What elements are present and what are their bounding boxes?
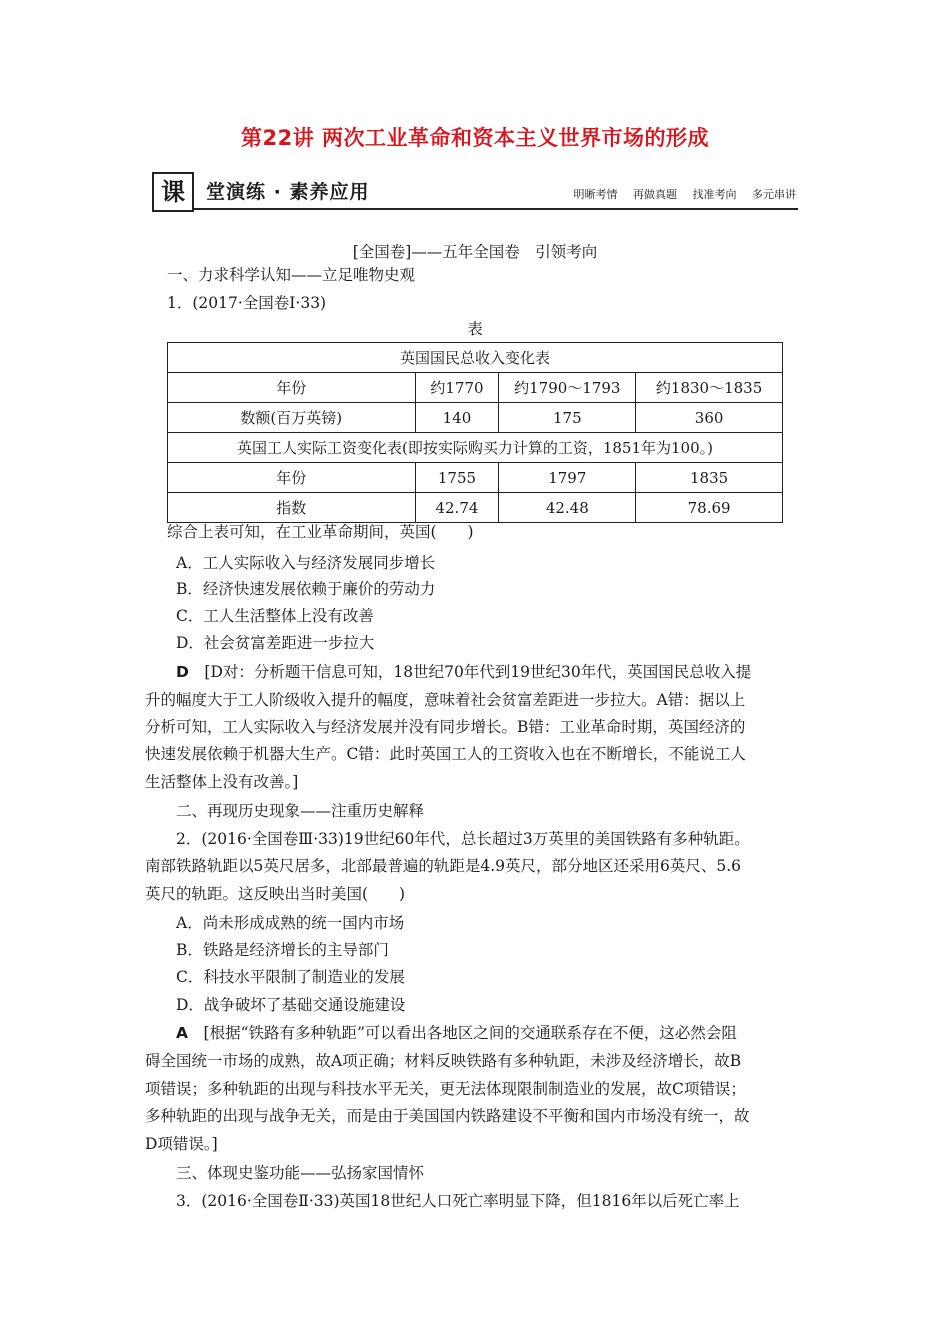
- table-cell: 1797: [499, 463, 636, 493]
- answer-letter: D: [176, 663, 189, 681]
- table-cell: 42.74: [415, 493, 499, 523]
- explanation: 碍全国统一市场的成熟，故A项正确；材料反映铁路有多种轨距，未涉及经济增长，故B: [145, 1052, 742, 1070]
- question-2-stem: 2．(2016·全国卷Ⅲ·33)19世纪60年代，总长超过3万英里的美国铁路有多种轨距。: [176, 830, 750, 848]
- table-row: [168, 493, 783, 523]
- option: A．尚未形成成熟的统一国内市场: [176, 914, 405, 932]
- section-2-title: 二、再现历史现象——注重历史解释: [176, 802, 425, 820]
- explanation: 生活整体上没有改善。]: [145, 773, 299, 791]
- banner-tag: 再做真题: [633, 188, 677, 201]
- banner-tag: 多元串讲: [752, 188, 796, 201]
- banner-rule: [192, 208, 798, 210]
- option: C．科技水平限制了制造业的发展: [176, 968, 405, 986]
- explanation: 升的幅度大于工人阶级收入提升的幅度，意味着社会贫富差距进一步拉大。A错：据以上: [145, 691, 746, 709]
- table-cell: 1835: [636, 463, 783, 493]
- table-cell: 175: [499, 403, 636, 433]
- table-row: [168, 433, 783, 463]
- answer-line: [176, 1023, 737, 1043]
- question-3-stem: 3．(2016·全国卷Ⅱ·33)英国18世纪人口死亡率明显下降，但1816年以后死亡率上: [176, 1192, 740, 1210]
- table-row: [168, 463, 783, 493]
- table-caption: 表: [467, 320, 483, 338]
- question-2-stem: 英尺的轨距。这反映出当时美国( ): [145, 885, 406, 903]
- banner-tags: [562, 186, 797, 202]
- table-cell: 约1830～1835: [636, 373, 783, 403]
- table-row: [168, 373, 783, 403]
- question-1-stem: 1．(2017·全国卷Ⅰ·33): [167, 294, 327, 312]
- section-banner: [152, 172, 802, 212]
- table-cell: 360: [636, 403, 783, 433]
- banner-title: 堂演练 · 素养应用: [206, 181, 370, 203]
- explanation: [D对：分析题干信息可知，18世纪70年代到19世纪30年代，英国国民总收入提: [204, 663, 752, 681]
- banner-tag: 明晰考情: [573, 188, 618, 201]
- option: B．铁路是经济增长的主导部门: [176, 941, 389, 959]
- page-title: 第22讲 两次工业革命和资本主义世界市场的形成: [240, 126, 710, 150]
- option: C．工人生活整体上没有改善: [176, 607, 374, 625]
- explanation: 项错误；多种轨距的出现与科技水平无关，更无法体现限制制造业的发展，故C项错误；: [145, 1080, 746, 1098]
- table-row: [168, 343, 783, 373]
- section-heading: [全国卷]——五年全国卷 引领考向: [352, 243, 598, 261]
- banner-tag: 找准考向: [692, 188, 737, 201]
- table-cell: 数额(百万英镑): [168, 403, 416, 433]
- table-cell: 1755: [415, 463, 499, 493]
- table-cell: 140: [415, 403, 499, 433]
- option: B．经济快速发展依赖于廉价的劳动力: [176, 580, 436, 598]
- answer-letter: A: [176, 1024, 188, 1042]
- table-row: [168, 403, 783, 433]
- banner-box: 课: [152, 172, 194, 212]
- answer-line: [176, 662, 751, 682]
- section-1-title: 一、力求科学认知——立足唯物史观: [167, 266, 416, 284]
- table-cell: 约1770: [415, 373, 499, 403]
- explanation: 多种轨距的出现与战争无关，而是由于美国国内铁路建设不平衡和国内市场没有统一，故: [145, 1107, 750, 1125]
- option: D．战争破坏了基础交通设施建设: [176, 996, 406, 1014]
- question-2-stem: 南部铁路轨距以5英尺居多，北部最普遍的轨距是4.9英尺，部分地区还采用6英尺、5.6: [145, 857, 742, 875]
- question-1-prompt: 综合上表可知，在工业革命期间，英国( ): [167, 523, 474, 541]
- table-cell: 78.69: [636, 493, 783, 523]
- table-cell: 英国工人实际工资变化表(即按实际购买力计算的工资，1851年为100。): [168, 433, 783, 463]
- table-cell: 英国国民总收入变化表: [168, 343, 783, 373]
- table-cell: 年份: [168, 373, 416, 403]
- explanation: 快速发展依赖于机器大生产。C错：此时英国工人的工资收入也在不断增长，不能说工人: [145, 745, 746, 763]
- option: A．工人实际收入与经济发展同步增长: [176, 554, 436, 572]
- table-cell: 42.48: [499, 493, 636, 523]
- option: D．社会贫富差距进一步拉大: [176, 634, 375, 652]
- table-cell: 年份: [168, 463, 416, 493]
- table-cell: 约1790～1793: [499, 373, 636, 403]
- explanation: D项错误。]: [145, 1135, 218, 1153]
- section-3-title: 三、体现史鉴功能——弘扬家国情怀: [176, 1164, 425, 1182]
- explanation: 分析可知，工人实际收入与经济发展并没有同步增长。B错：工业革命时期，英国经济的: [145, 718, 746, 736]
- table-cell: 指数: [168, 493, 416, 523]
- data-table: [167, 342, 783, 523]
- explanation: [根据“铁路有多种轨距”可以看出各地区之间的交通联系存在不便，这必然会阻: [203, 1024, 737, 1042]
